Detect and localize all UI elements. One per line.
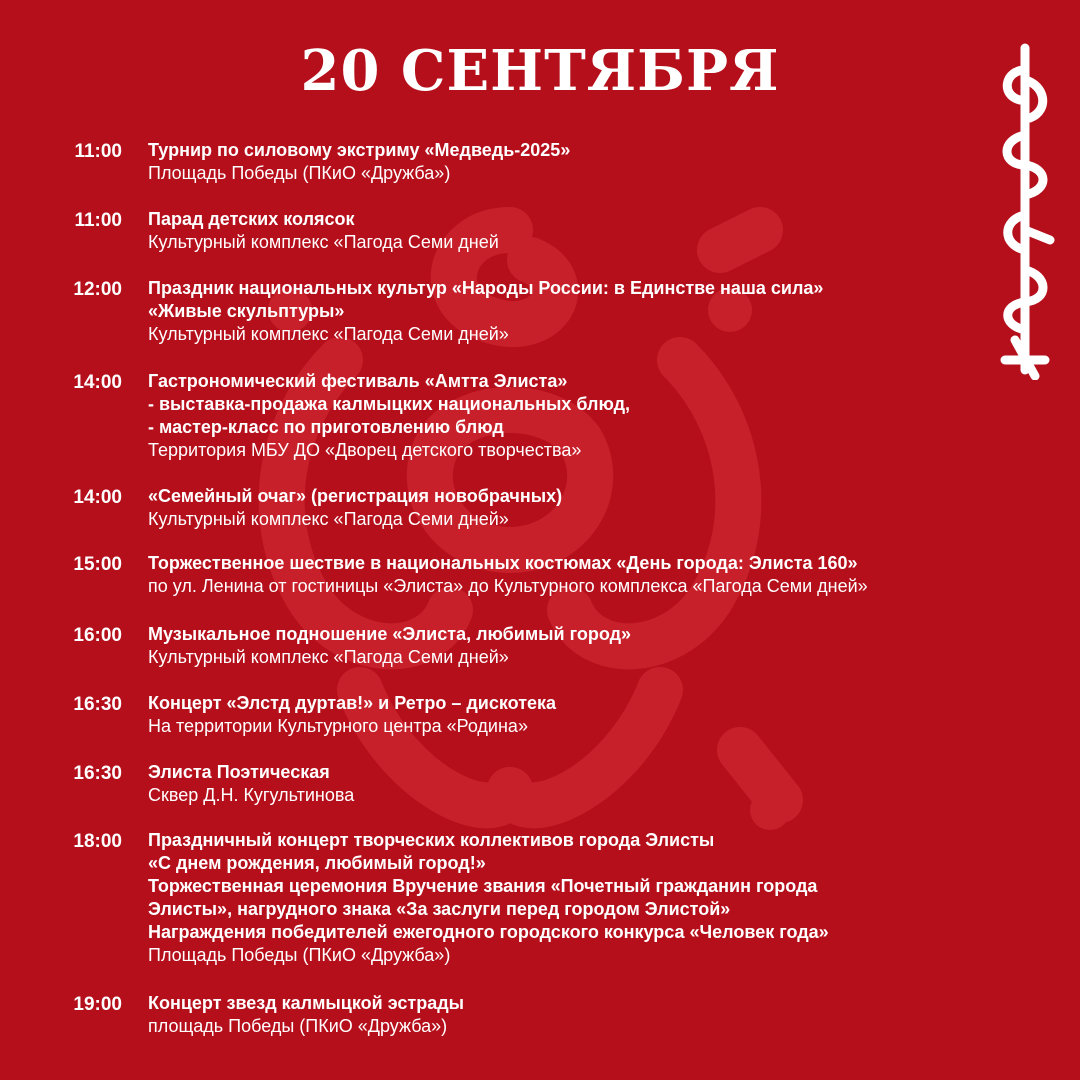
event-details bbox=[148, 370, 1048, 462]
event-time: 14:00 bbox=[73, 372, 122, 393]
event-time: 15:00 bbox=[73, 554, 122, 575]
event-location: Площадь Победы (ПКиО «Дружба») bbox=[148, 163, 451, 183]
event-title-line: Награждения победителей ежегодного городского конкурса «Человек года» bbox=[148, 922, 829, 942]
event-title-line: Концерт звезд калмыцкой эстрады bbox=[148, 993, 465, 1013]
event-title-line: Концерт «Элстд дуртав!» и Ретро – дискотека bbox=[148, 693, 557, 713]
event-title-line: Гастрономический фестиваль «Амтта Элиста» bbox=[148, 371, 568, 391]
event-location: Культурный комплекс «Пагода Семи дней» bbox=[148, 324, 509, 344]
event-time: 11:00 bbox=[74, 210, 122, 231]
event-location: На территории Культурного центра «Родина» bbox=[148, 716, 528, 736]
event-title-line: «С днем рождения, любимый город!» bbox=[148, 853, 486, 873]
event-details bbox=[148, 829, 1048, 967]
event-time: 19:00 bbox=[73, 994, 122, 1015]
event-time: 11:00 bbox=[74, 141, 122, 162]
event-title-line: Торжественное шествие в национальных костюмах «День города: Элиста 160» bbox=[148, 553, 858, 573]
event-title-line: Элиста Поэтическая bbox=[148, 762, 330, 782]
event-time: 18:00 bbox=[73, 831, 122, 852]
event-details bbox=[148, 208, 1048, 254]
event-details bbox=[148, 623, 1048, 669]
page-title: 20 СЕНТЯБРЯ bbox=[300, 38, 780, 104]
event-title-line: Праздничный концерт творческих коллективов города Элисты bbox=[148, 830, 715, 850]
event-title-line: Торжественная церемония Вручение звания «Почетный гражданин города bbox=[148, 876, 818, 896]
event-title-line: Парад детских колясок bbox=[148, 209, 355, 229]
event-details bbox=[148, 692, 1048, 738]
event-location: Сквер Д.Н. Кугультинова bbox=[148, 785, 355, 805]
event-title-line: «Семейный очаг» (регистрация новобрачных) bbox=[148, 486, 563, 506]
event-title-line: Турнир по силовому экстриму «Медведь-2025» bbox=[148, 140, 571, 160]
event-location: Территория МБУ ДО «Дворец детского творчества» bbox=[148, 440, 582, 460]
event-location: Культурный комплекс «Пагода Семи дней» bbox=[148, 647, 509, 667]
event-details bbox=[148, 485, 1048, 531]
event-location: по ул. Ленина от гостиницы «Элиста» до Культурного комплекса «Пагода Семи дней» bbox=[148, 576, 868, 596]
event-location: Культурный комплекс «Пагода Семи дней» bbox=[148, 509, 509, 529]
event-time: 12:00 bbox=[73, 279, 122, 300]
event-details bbox=[148, 277, 1048, 346]
event-time: 16:00 bbox=[73, 625, 122, 646]
event-details bbox=[148, 552, 1048, 598]
event-title-line: - мастер-класс по приготовлению блюд bbox=[148, 417, 504, 437]
event-details bbox=[148, 992, 1048, 1038]
event-time: 16:30 bbox=[73, 763, 122, 784]
event-title-line: - выставка-продажа калмыцких национальных блюд, bbox=[148, 394, 631, 414]
event-title-line: Музыкальное подношение «Элиста, любимый город» bbox=[148, 624, 632, 644]
event-location: площадь Победы (ПКиО «Дружба») bbox=[148, 1016, 448, 1036]
event-title-line: «Живые скульптуры» bbox=[148, 301, 345, 321]
event-location: Культурный комплекс «Пагода Семи дней bbox=[148, 232, 499, 252]
event-details bbox=[148, 761, 1048, 807]
event-title-line: Праздник национальных культур «Народы России: в Единстве наша сила» bbox=[148, 278, 824, 298]
event-time: 16:30 bbox=[73, 694, 122, 715]
event-time: 14:00 bbox=[73, 487, 122, 508]
event-title-line: Элисты», нагрудного знака «За заслуги перед городом Элистой» bbox=[148, 899, 731, 919]
event-location: Площадь Победы (ПКиО «Дружба») bbox=[148, 945, 451, 965]
event-details bbox=[148, 139, 1048, 185]
